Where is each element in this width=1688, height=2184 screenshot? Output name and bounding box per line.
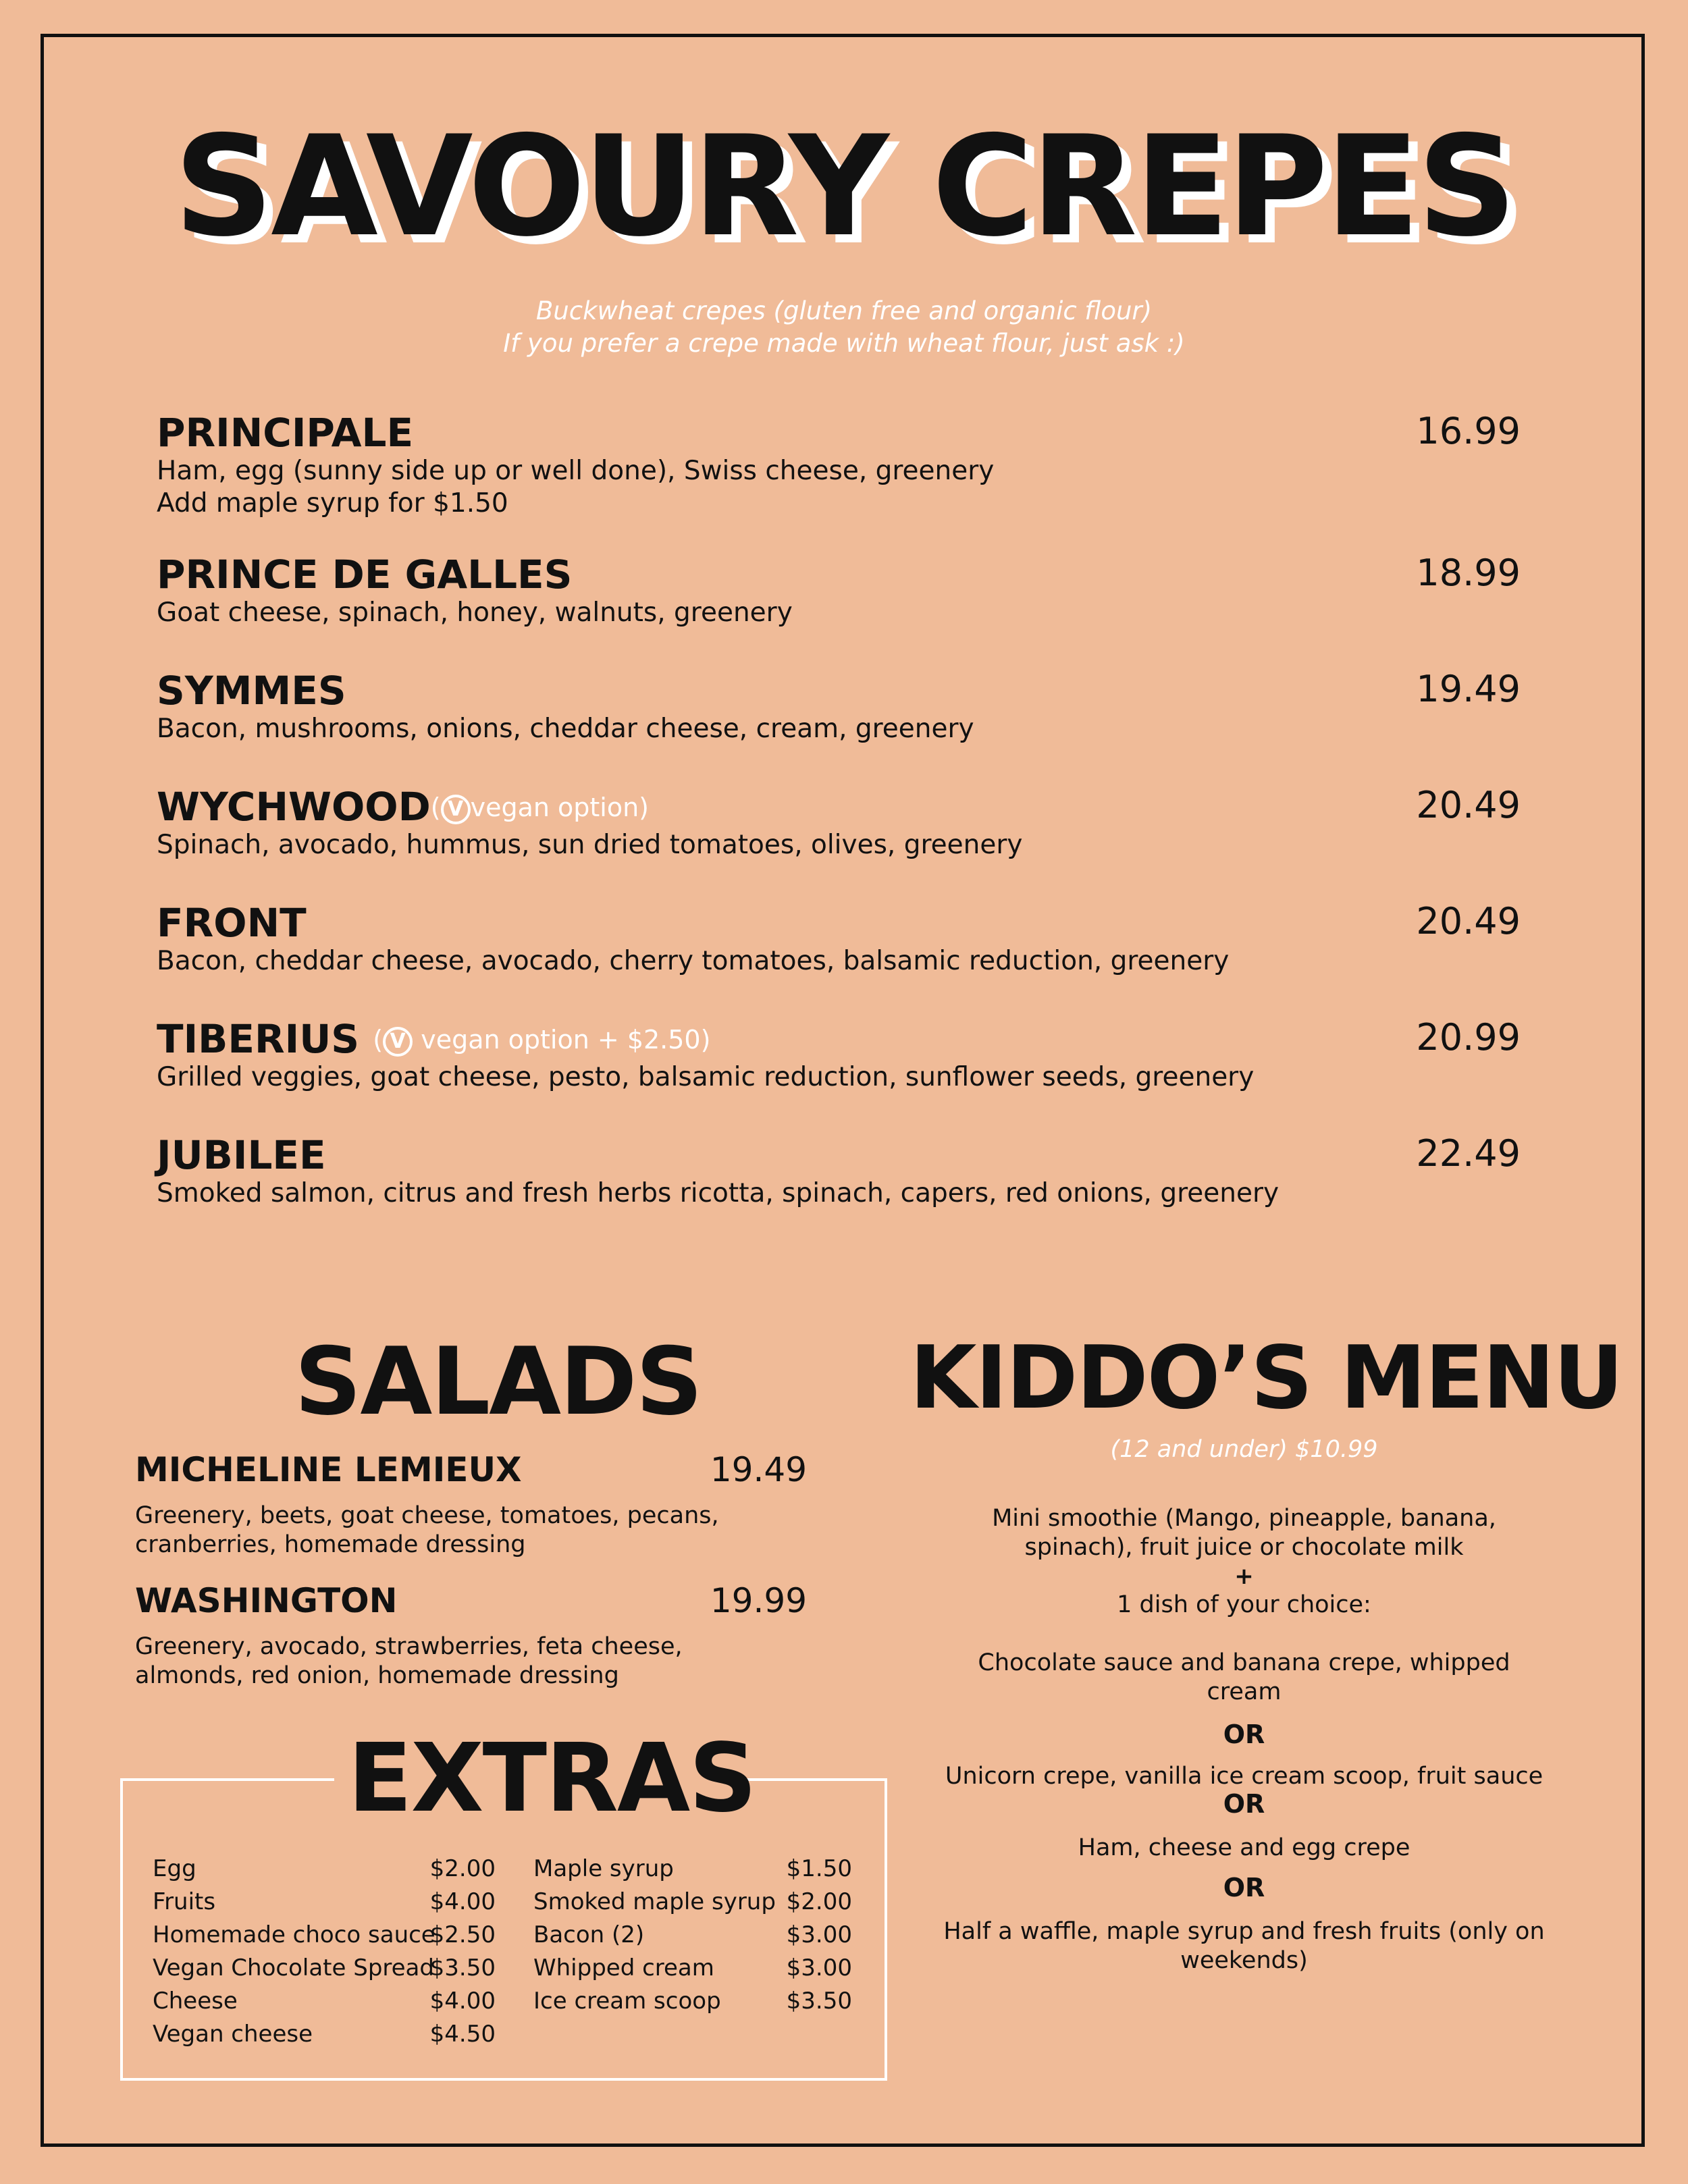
subtitle-line-1: Buckwheat crepes (gluten free and organic flour) — [535, 296, 1153, 325]
description-line: Add maple syrup for $1.50 — [157, 488, 508, 518]
vegan-leaf-icon: V — [383, 1027, 413, 1057]
item-name: JUBILEE — [157, 1132, 326, 1178]
extra-price: $2.50 — [429, 1921, 496, 1948]
item-price: 19.99 — [710, 1581, 807, 1620]
description-line: Goat cheese, spinach, honey, walnuts, greenery — [157, 597, 793, 628]
kiddo-or-label: OR — [1223, 1789, 1265, 1819]
description-line: cranberries, homemade dressing — [135, 1531, 526, 1558]
extra-name: Ice cream scoop — [533, 1988, 721, 2015]
kiddo-menu-heading: KIDDO’S MENU — [909, 1328, 1623, 1429]
item-description — [157, 945, 1521, 978]
extra-price: $4.50 — [429, 2021, 496, 2048]
description-line: Smoked salmon, citrus and fresh herbs ricotta, spinach, capers, red onions, greenery — [157, 1178, 1280, 1208]
item-name: TIBERIUS — [157, 1016, 360, 1062]
extra-price: $3.50 — [786, 1988, 852, 2015]
kiddo-option-1 — [932, 1649, 1556, 1707]
menu-item-prince-de-galles — [157, 552, 1521, 629]
item-name: PRINCE DE GALLES — [157, 552, 573, 597]
menu-item-principale — [157, 410, 1521, 520]
extra-price: $3.50 — [429, 1954, 496, 1981]
extras-row — [153, 1919, 496, 1952]
description-line: Half a waffle, maple syrup and fresh fruits (only on — [943, 1918, 1545, 1945]
item-description — [157, 1061, 1521, 1094]
item-description — [135, 1632, 807, 1690]
extra-price: $1.50 — [786, 1855, 852, 1882]
vegan-leaf-icon: V — [441, 795, 471, 824]
extra-name: Whipped cream — [533, 1954, 714, 1981]
extras-list-left — [153, 1853, 496, 2051]
extra-price: $3.00 — [786, 1954, 852, 1981]
vegan-option-note: ( V vegan option + $2.50) — [373, 1025, 710, 1055]
item-price: 19.49 — [710, 1450, 807, 1489]
extra-name: Egg — [153, 1855, 196, 1882]
item-price: 16.99 — [1416, 410, 1521, 452]
item-name: PRINCIPALE — [157, 410, 414, 456]
extra-price: $2.00 — [429, 1855, 496, 1882]
kiddo-or-label: OR — [1223, 1873, 1265, 1902]
description-line: almonds, red onion, homemade dressing — [135, 1662, 619, 1689]
item-name: WYCHWOOD — [157, 784, 431, 830]
item-price: 20.99 — [1416, 1016, 1521, 1059]
item-description — [157, 713, 1521, 745]
extras-row — [533, 1919, 852, 1952]
kiddo-menu-subtitle: (12 and under) $10.99 — [1110, 1436, 1378, 1463]
extra-name: Cheese — [153, 1988, 238, 2015]
menu-item-wychwood — [157, 784, 1521, 861]
description-line: Greenery, avocado, strawberries, feta cheese, — [135, 1633, 683, 1660]
item-price: 18.99 — [1416, 552, 1521, 594]
kiddo-option-4 — [932, 1917, 1556, 1975]
kiddo-choice-label: 1 dish of your choice: — [1117, 1591, 1371, 1618]
description-line: Chocolate sauce and banana crepe, whipped — [978, 1649, 1510, 1676]
extra-name: Vegan cheese — [153, 2021, 313, 2048]
kiddo-drink-description — [932, 1504, 1556, 1562]
extra-price: $4.00 — [429, 1888, 496, 1915]
kiddo-option-2: Unicorn crepe, vanilla ice cream scoop, fruit sauce — [945, 1763, 1544, 1790]
salad-item-washington — [135, 1581, 807, 1690]
menu-item-jubilee — [157, 1132, 1521, 1210]
extra-price: $4.00 — [429, 1988, 496, 2015]
item-description — [157, 597, 1521, 629]
description-line: cream — [1207, 1678, 1282, 1705]
salads-heading: SALADS — [294, 1327, 702, 1436]
item-price: 20.49 — [1416, 900, 1521, 942]
vegan-note-text: vegan option + $2.50) — [421, 1025, 711, 1055]
extras-row — [153, 1886, 496, 1919]
subtitle-line-2: If you prefer a crepe made with wheat flour, just ask :) — [503, 329, 1185, 358]
extra-name: Vegan Chocolate Spread — [153, 1954, 434, 1981]
extra-name: Fruits — [153, 1888, 216, 1915]
kiddo-or-label: OR — [1223, 1720, 1265, 1749]
description-line: Ham, egg (sunny side up or well done), Swiss cheese, greenery — [157, 456, 995, 486]
item-price: 20.49 — [1416, 784, 1521, 826]
extras-row — [153, 1952, 496, 1985]
description-line: Bacon, cheddar cheese, avocado, cherry tomatoes, balsamic reduction, greenery — [157, 946, 1230, 976]
extras-row — [533, 1853, 852, 1886]
extras-heading: EXTRAS — [334, 1732, 739, 1826]
description-line: Mini smoothie (Mango, pineapple, banana, — [992, 1505, 1496, 1532]
item-name: SYMMES — [157, 668, 346, 714]
item-name: FRONT — [157, 900, 307, 946]
extra-name: Homemade choco sauce — [153, 1921, 436, 1948]
menu-item-symmes — [157, 668, 1521, 745]
item-description — [157, 455, 1521, 520]
vegan-note-text: vegan option) — [470, 793, 650, 823]
item-price: 22.49 — [1416, 1132, 1521, 1175]
extra-price: $3.00 — [786, 1921, 852, 1948]
extras-row — [153, 1985, 496, 2018]
extras-row — [533, 1886, 852, 1919]
extras-row — [533, 1985, 852, 2018]
extras-list-right — [533, 1853, 852, 2018]
page-title: SAVOURY CREPES — [174, 107, 1514, 267]
vegan-option-note: ( V vegan option) — [431, 793, 649, 822]
item-description — [157, 1177, 1521, 1210]
description-line: Grilled veggies, goat cheese, pesto, balsamic reduction, sunflower seeds, greenery — [157, 1062, 1255, 1092]
item-name: MICHELINE LEMIEUX — [135, 1450, 522, 1489]
kiddo-plus-sign: + — [1234, 1563, 1254, 1590]
extra-name: Maple syrup — [533, 1855, 674, 1882]
extras-row — [533, 1952, 852, 1985]
item-name-row — [157, 1016, 1521, 1062]
extras-row — [153, 2018, 496, 2051]
menu-item-tiberius — [157, 1016, 1521, 1094]
extra-name: Smoked maple syrup — [533, 1888, 776, 1915]
item-name: WASHINGTON — [135, 1581, 398, 1620]
item-price: 19.49 — [1416, 668, 1521, 710]
extra-price: $2.00 — [786, 1888, 852, 1915]
description-line: Spinach, avocado, hummus, sun dried tomatoes, olives, greenery — [157, 830, 1023, 860]
extras-row — [153, 1853, 496, 1886]
kiddo-option-3: Ham, cheese and egg crepe — [1078, 1834, 1410, 1861]
description-line: spinach), fruit juice or chocolate milk — [1024, 1534, 1464, 1561]
description-line: weekends) — [1180, 1947, 1308, 1974]
item-description — [135, 1501, 807, 1560]
description-line: Greenery, beets, goat cheese, tomatoes, pecans, — [135, 1502, 719, 1529]
description-line: Bacon, mushrooms, onions, cheddar cheese, cream, greenery — [157, 714, 974, 744]
menu-item-front — [157, 900, 1521, 978]
item-name-row — [157, 784, 1521, 830]
extra-name: Bacon (2) — [533, 1921, 645, 1948]
salad-item-micheline-lemieux — [135, 1450, 807, 1560]
item-description — [157, 829, 1521, 861]
